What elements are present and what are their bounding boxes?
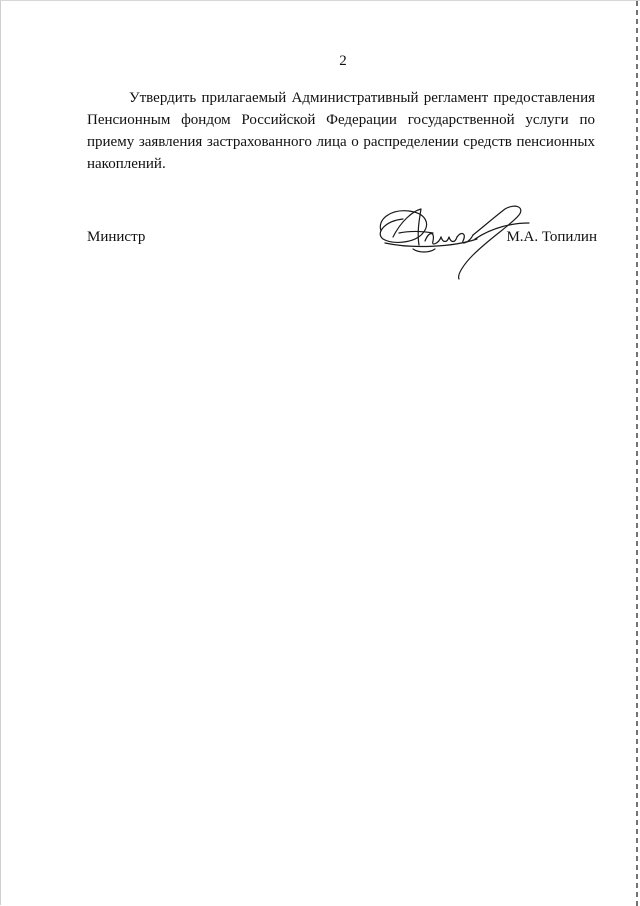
scan-edge-artifact [636, 1, 638, 906]
resolution-paragraph: Утвердить прилагаемый Административный регламент предоставления Пенсионным фондом Российской Федерации государственной услуги по приему заявления застрахованного лица о распределении средств пенсионных накоплений. [87, 90, 595, 172]
signer-name: М.А. Топилин [506, 229, 597, 245]
signer-position: Министр [87, 229, 146, 245]
signature-block [87, 197, 597, 287]
page-number: 2 [339, 53, 347, 69]
